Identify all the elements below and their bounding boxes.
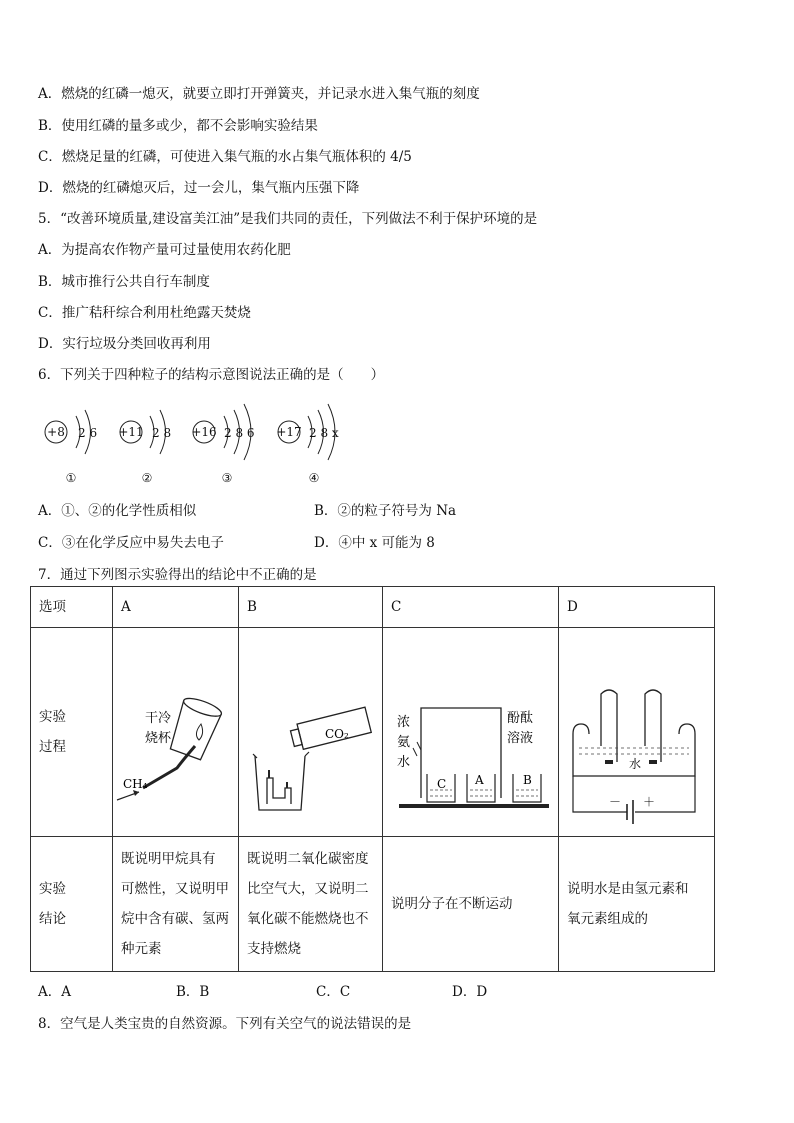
q5-option-c: C．推广秸秆综合利用杜绝露天焚烧 (38, 305, 251, 321)
atom-1-electrons: 2 6 (78, 426, 98, 440)
large-beaker (421, 708, 501, 798)
atom-2-nucleus-charge: +11 (118, 425, 144, 439)
header-b: B (239, 587, 383, 628)
q7-option-a: A．A (38, 984, 71, 1000)
fig-b-cell (239, 628, 383, 837)
tube-right (645, 690, 661, 762)
fig-c-right-label-2: 溶液 (507, 731, 534, 746)
fig-d-minus: － (609, 795, 622, 809)
q5-stem: 5．“改善环境质量,建设富美江油”是我们共同的责任，下列做法不利于保护环境的是 (38, 211, 538, 227)
q8-stem: 8．空气是人类宝贵的自然资源。下列有关空气的说法错误的是 (38, 1016, 412, 1032)
conclusion-label-line-2: 结论 (39, 911, 66, 927)
conclusion-d-line-1: 说明水是由氢元素和 (567, 881, 689, 897)
q4-option-b: B．使用红磷的量多或少，都不会影响实验结果 (38, 118, 318, 134)
electrode-left (605, 760, 613, 764)
conclusion-b-line-1: 既说明二氧化碳密度 (247, 851, 369, 867)
process-label (31, 628, 113, 837)
conclusion-b (239, 837, 383, 972)
fig-c-left-label-2: 氨 (397, 735, 411, 750)
atom-1-label: ① (65, 471, 77, 485)
process-label-line-1: 实验 (39, 709, 66, 725)
atom-diagrams-svg (38, 392, 378, 492)
conclusion-a-line-2: 可燃性，又说明甲 (121, 881, 229, 897)
conclusion-b-line-4: 支持燃烧 (247, 941, 301, 957)
header-option: 选项 (31, 587, 113, 628)
atom-structure-diagrams (38, 392, 378, 492)
table-surface (399, 804, 549, 808)
q5-option-b: B．城市推行公共自行车制度 (38, 274, 210, 290)
q6-option-c: C．③在化学反应中易失去电子 (38, 535, 224, 551)
header-d: D (559, 587, 715, 628)
staircase-stand (267, 778, 291, 804)
conclusion-label (31, 837, 113, 972)
q6-stem: 6．下列关于四种粒子的结构示意图说法正确的是（ ） (38, 367, 385, 383)
beaker-a-label: A (475, 773, 484, 787)
atom-2-electrons: 2 8 (152, 426, 172, 440)
conclusion-label-line-1: 实验 (39, 881, 66, 897)
q4-option-d: D．燃烧的红磷熄灭后，过一会儿，集气瓶内压强下降 (38, 180, 360, 196)
q7-stem: 7．通过下列图示实验得出的结论中不正确的是 (38, 567, 317, 583)
fig-d-cell (559, 628, 715, 837)
fig-a-label-1: 干冷 (145, 711, 172, 726)
table-header-row (31, 587, 715, 628)
atom-4-nucleus-charge: +17 (276, 425, 302, 439)
conclusion-d (559, 837, 715, 972)
beaker (255, 756, 305, 810)
atom-1-nucleus-charge: +8 (47, 425, 65, 439)
q7-option-c: C．C (316, 984, 351, 1000)
header-c: C (383, 587, 559, 628)
candle-high (286, 782, 288, 788)
fig-c-cell (383, 628, 559, 837)
battery-icon (627, 800, 633, 824)
fig-a-label-2: 烧杯 (145, 731, 172, 746)
conclusion-c (383, 837, 559, 972)
conclusion-a-line-4: 种元素 (121, 941, 162, 957)
conclusion-a-line-1: 既说明甲烷具有 (121, 851, 216, 867)
atom-3-label: ③ (221, 471, 233, 485)
atom-4-label: ④ (308, 471, 320, 485)
q6-option-b: B．②的粒子符号为 Na (314, 503, 457, 519)
fig-c-left-label-1: 浓 (397, 715, 411, 730)
conclusion-b-line-3: 氧化碳不能燃烧也不 (247, 911, 369, 927)
fig-c-right-label-1: 酚酞 (507, 711, 534, 726)
atom-4-electrons: 2 8 x (309, 426, 339, 440)
flame-icon (196, 724, 202, 740)
q4-option-c: C．燃烧足量的红磷，可使进入集气瓶的水占集气瓶体积的 4/5 (38, 149, 412, 165)
beaker-c-label: C (437, 777, 447, 791)
conclusion-d-line-2: 氧元素组成的 (567, 911, 648, 927)
fig-d-water-label: 水 (629, 757, 642, 771)
q7-option-d: D．D (452, 984, 488, 1000)
beaker-b-label: B (523, 773, 532, 787)
q5-option-a: A．为提高农作物产量可过量使用农药化肥 (38, 242, 291, 258)
conclusion-a-line-3: 烷中含有碳、氢两 (121, 911, 229, 927)
circuit-wire (573, 776, 695, 812)
fig-b-co2-pouring (239, 628, 383, 836)
candle-low (268, 770, 270, 778)
q4-option-a: A．燃烧的红磷一熄灭，就要立即打开弹簧夹，并记录水进入集气瓶的刻度 (38, 86, 480, 102)
fig-a-cell (113, 628, 239, 837)
conclusion-c-line-1: 说明分子在不断运动 (391, 896, 513, 912)
header-a: A (113, 587, 239, 628)
pointer-lines (413, 742, 421, 756)
electrode-right (649, 760, 657, 764)
process-label-line-2: 过程 (39, 739, 66, 755)
fig-a-gas-label: CH₄ (123, 777, 148, 791)
fig-c-left-label-3: 水 (397, 755, 411, 770)
fig-d-water-electrolysis (559, 628, 715, 836)
atom-3-nucleus-charge: +16 (191, 425, 217, 439)
fig-c-ammonia-diffusion (383, 628, 559, 836)
q7-option-b: B．B (176, 984, 210, 1000)
table-process-row (31, 628, 715, 837)
conclusion-a (113, 837, 239, 972)
gas-tube (143, 746, 195, 788)
atom-2-label: ② (141, 471, 153, 485)
q7-experiment-table (30, 586, 715, 972)
conclusion-b-line-2: 比空气大，又说明二 (247, 881, 369, 897)
q6-option-a: A．①、②的化学性质相似 (38, 503, 197, 519)
table-conclusion-row (31, 837, 715, 972)
fig-b-gas-label: CO₂ (325, 727, 349, 741)
q5-option-d: D．实行垃圾分类回收再利用 (38, 336, 211, 352)
atom-3-electrons: 2 8 6 (224, 426, 255, 440)
fig-d-plus: ＋ (643, 795, 656, 809)
fig-a-methane-burning (113, 628, 239, 836)
tube-left (601, 690, 617, 762)
q6-option-d: D．④中 x 可能为 8 (314, 535, 435, 551)
